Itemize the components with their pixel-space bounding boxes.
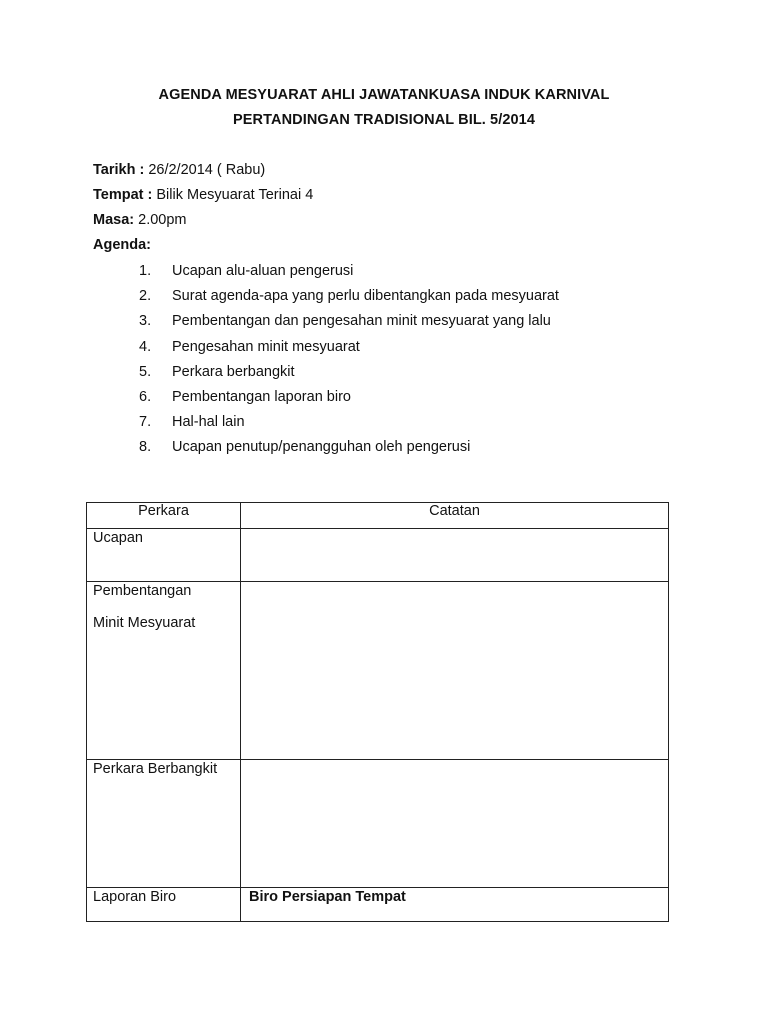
time-label: Masa:: [93, 212, 135, 228]
perkara-text: Perkara Berbangkit: [93, 761, 218, 777]
catatan-cell: [241, 582, 669, 760]
date-value: 26/2/2014 ( Rabu): [144, 162, 266, 178]
perkara-text: Laporan Biro: [93, 889, 177, 905]
venue-value: Bilik Mesyuarat Terinai 4: [152, 187, 314, 203]
agenda-item-number: 1.: [139, 263, 152, 279]
perkara-cell: [87, 888, 241, 922]
agenda-item: [0, 287, 768, 312]
agenda-item-number: 3.: [139, 313, 152, 330]
agenda-item: [0, 312, 768, 337]
perkara-cell: [87, 529, 241, 582]
catatan-text: Biro Persiapan Tempat: [249, 889, 406, 905]
column-header-perkara: Perkara: [87, 503, 241, 529]
agenda-item-number: 5.: [139, 363, 152, 380]
venue-label: Tempat :: [93, 187, 153, 203]
date-label: Tarikh :: [93, 162, 145, 178]
agenda-list: [0, 262, 768, 464]
agenda-item: [0, 388, 768, 413]
meeting-date: [93, 162, 265, 178]
agenda-item-text: Surat agenda-apa yang perlu dibentangkan pada mesyuarat: [172, 288, 559, 305]
document-title-line2: PERTANDINGAN TRADISIONAL BIL. 5/2014: [233, 112, 535, 128]
perkara-cell: [87, 582, 241, 760]
agenda-item-text: Perkara berbangkit: [172, 363, 295, 380]
agenda-item-text: Hal-hal lain: [172, 414, 245, 431]
table-row: [87, 582, 669, 760]
agenda-item-number: 8.: [139, 439, 152, 456]
agenda-item: [0, 413, 768, 438]
agenda-item-text: Pembentangan dan pengesahan minit mesyuarat yang lalu: [172, 313, 551, 330]
agenda-item-number: 2.: [139, 288, 152, 305]
meeting-time: [93, 212, 187, 228]
time-value: 2.00pm: [134, 212, 187, 228]
agenda-label: Agenda:: [93, 237, 151, 253]
agenda-item: [0, 363, 768, 388]
table-row: [87, 888, 669, 922]
catatan-cell: [241, 888, 669, 922]
agenda-item: [0, 262, 768, 287]
agenda-item: [0, 438, 768, 463]
table-row: [87, 529, 669, 582]
perkara-cell: [87, 760, 241, 888]
perkara-text-line2: Minit Mesyuarat: [93, 615, 196, 631]
agenda-item-text: Pengesahan minit mesyuarat: [172, 338, 360, 355]
agenda-item-number: 4.: [139, 338, 152, 355]
agenda-item-number: 6.: [139, 388, 152, 405]
table-header-row: [87, 503, 669, 529]
catatan-cell: [241, 529, 669, 582]
agenda-item-number: 7.: [139, 414, 152, 431]
perkara-text: Ucapan: [93, 530, 143, 546]
catatan-cell: [241, 760, 669, 888]
column-header-catatan: Catatan: [241, 503, 669, 529]
document-title-line1: AGENDA MESYUARAT AHLI JAWATANKUASA INDUK KARNIVAL: [158, 87, 610, 103]
agenda-item: [0, 338, 768, 363]
perkara-text: Pembentangan: [93, 583, 192, 599]
meeting-venue: [93, 187, 313, 203]
minutes-table: [86, 502, 669, 922]
agenda-item-text: Ucapan penutup/penangguhan oleh pengerusi: [172, 439, 471, 456]
agenda-item-text: Ucapan alu-aluan pengerusi: [172, 263, 354, 279]
table-row: [87, 760, 669, 888]
agenda-item-text: Pembentangan laporan biro: [172, 388, 351, 405]
agenda-heading: [93, 237, 151, 253]
